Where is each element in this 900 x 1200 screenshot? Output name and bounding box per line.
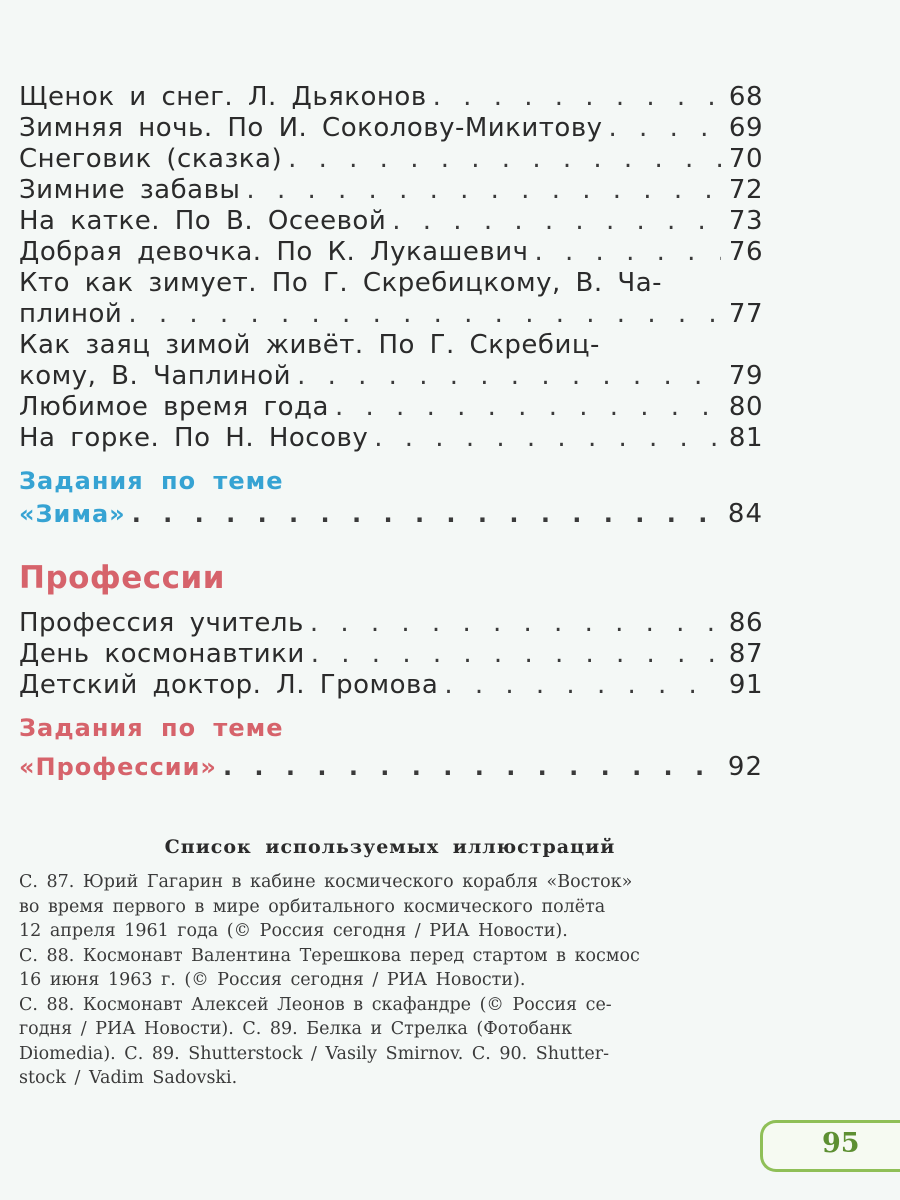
leader-dots xyxy=(534,237,721,268)
leader-dots xyxy=(392,206,721,237)
toc-page-number: 72 xyxy=(728,175,763,205)
toc-page-number: 69 xyxy=(728,113,763,143)
leader-dots xyxy=(288,144,721,175)
toc-entry-title: Профессия учитель xyxy=(19,608,304,638)
professions-tasks xyxy=(19,713,763,783)
toc-entry-title: Кто как зимует. По Г. Скребицкому, В. Ча- xyxy=(19,268,663,298)
toc-entry xyxy=(19,237,763,268)
table-of-contents xyxy=(19,82,763,783)
credit-line: stock / Vadim Sadovski. xyxy=(19,1068,238,1088)
leader-dots xyxy=(246,175,721,206)
credit-line: во время первого в мире орбитального космического полёта xyxy=(19,896,606,917)
toc-entry-title-cont: кому, В. Чаплиной xyxy=(19,361,292,391)
credit-line: С. 88. Космонавт Алексей Леонов в скафандре (© Россия се- xyxy=(19,994,612,1015)
toc-page-number: 70 xyxy=(728,144,763,174)
toc-page-number: 91 xyxy=(728,670,763,700)
toc-entry-zimuet xyxy=(19,268,763,330)
leader-dots xyxy=(609,113,721,144)
credit-line: 12 апреля 1961 года (© Россия сегодня / РИА Новости). xyxy=(19,921,568,941)
leader-dots xyxy=(335,392,721,423)
credit-line: С. 88. Космонавт Валентина Терешкова перед стартом в космос xyxy=(19,945,640,966)
toc-page-number: 73 xyxy=(728,206,763,236)
tasks-topic: «Зима» xyxy=(19,500,126,528)
winter-tasks xyxy=(19,466,763,530)
credit-line: С. 87. Юрий Гагарин в кабине космического корабля «Восток» xyxy=(19,872,633,892)
toc-entry-title: На катке. По В. Осеевой xyxy=(19,206,387,236)
page-number: 95 xyxy=(822,1128,860,1159)
toc-entry xyxy=(19,144,763,175)
tasks-heading: Задания по теме xyxy=(19,714,284,742)
leader-dots xyxy=(311,639,721,670)
winter-entries-2 xyxy=(19,392,763,454)
leader-dots xyxy=(297,361,721,392)
leader-dots xyxy=(132,499,721,530)
toc-page-number: 79 xyxy=(728,361,763,391)
toc-entry-title: На горке. По Н. Носову xyxy=(19,423,369,453)
credit-line: годня / РИА Новости). С. 89. Белка и Стрелка (Фотобанк xyxy=(19,1019,573,1039)
toc-entry-title: Как заяц зимой живёт. По Г. Скребиц- xyxy=(19,330,600,360)
leader-dots xyxy=(310,608,721,639)
winter-entries xyxy=(19,82,763,268)
toc-entry xyxy=(19,113,763,144)
professions-entries xyxy=(19,608,763,701)
toc-entry-title: Зимние забавы xyxy=(19,175,241,205)
toc-entry-title: Любимое время года xyxy=(19,392,329,422)
toc-entry xyxy=(19,608,763,639)
leader-dots xyxy=(433,82,721,113)
toc-entry xyxy=(19,423,763,454)
toc-entry-title-cont: плиной xyxy=(19,299,123,329)
toc-entry-title: День космонавтики xyxy=(19,639,305,669)
toc-entry-zayats xyxy=(19,330,763,392)
toc-page-number: 92 xyxy=(727,752,763,782)
toc-entry xyxy=(19,670,763,701)
toc-entry xyxy=(19,392,763,423)
toc-entry xyxy=(19,82,763,113)
toc-page-number: 84 xyxy=(727,499,763,529)
toc-page-number: 77 xyxy=(728,299,763,329)
leader-dots xyxy=(374,423,721,454)
tasks-topic: «Профессии» xyxy=(19,753,217,781)
toc-entry xyxy=(19,206,763,237)
toc-entry-title: Снеговик (сказка) xyxy=(19,144,283,174)
toc-entry xyxy=(19,639,763,670)
toc-page-number: 68 xyxy=(728,82,763,112)
leader-dots xyxy=(128,299,721,330)
toc-page-number: 86 xyxy=(728,608,763,638)
toc-entry xyxy=(19,175,763,206)
toc-page-number: 87 xyxy=(728,639,763,669)
credit-line: Diomedia). С. 89. Shutterstock / Vasily Smirnov. С. 90. Shutter- xyxy=(19,1043,610,1064)
section-title-professions: Профессии xyxy=(19,560,225,596)
toc-entry-title: Детский доктор. Л. Громова xyxy=(19,670,439,700)
toc-page-number: 80 xyxy=(728,392,763,422)
tasks-heading: Задания по теме xyxy=(19,467,284,495)
credit-line: 16 июня 1963 г. (© Россия сегодня / РИА Новости). xyxy=(19,970,526,990)
leader-dots xyxy=(444,670,721,701)
illustrations-title: Список используемых иллюстраций xyxy=(164,836,616,858)
toc-entry-title: Щенок и снег. Л. Дьяконов xyxy=(19,82,427,112)
toc-page-number: 76 xyxy=(728,237,763,267)
toc-entry-title: Зимняя ночь. По И. Соколову-Микитову xyxy=(19,113,603,143)
leader-dots xyxy=(223,752,721,783)
illustrations-credits xyxy=(19,870,765,1091)
toc-entry-title: Добрая девочка. По К. Лукашевич xyxy=(19,237,529,267)
toc-page-number: 81 xyxy=(728,423,763,453)
